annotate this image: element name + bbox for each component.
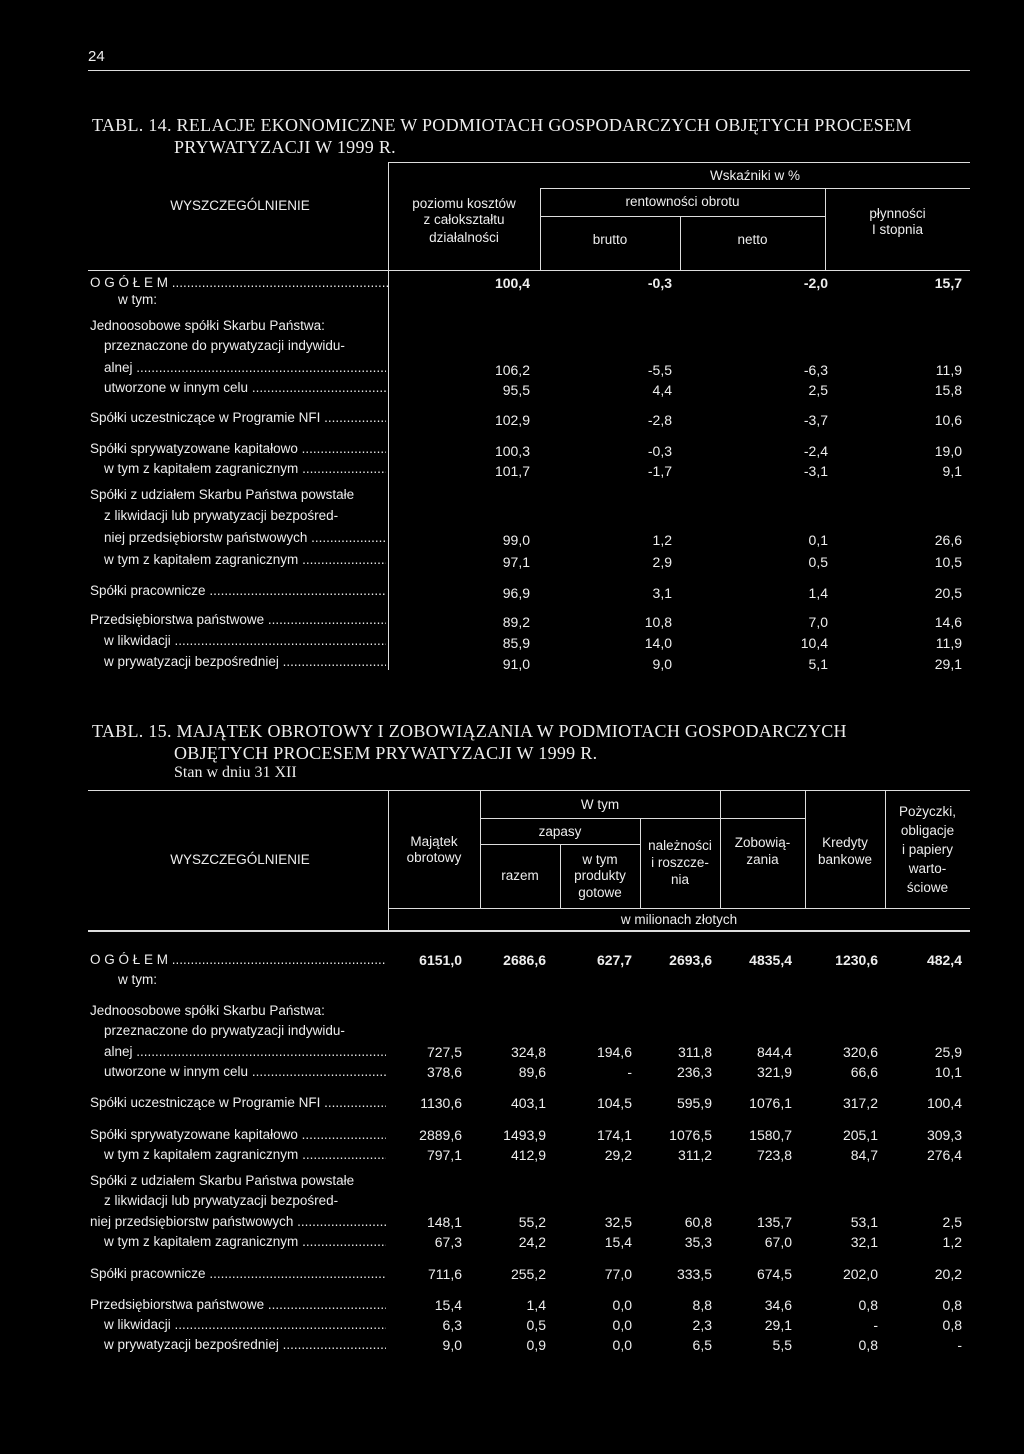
table15-subtitle: Stan w dniu 31 XII	[174, 764, 297, 781]
table15-title-line1: TABL. 15. MAJĄTEK OBROTOWY I ZOBOWIĄZANIA W PODMIOTACH GOSPODARCZYCH	[92, 721, 847, 741]
table15-cell: 711,6	[428, 1266, 462, 1282]
table14-cell: 11,9	[935, 362, 962, 378]
table15-cell: 1580,7	[749, 1127, 792, 1143]
table14-cell: 14,0	[644, 635, 672, 651]
table14-ogolem-label: O G Ó Ł E M .....	[90, 275, 390, 290]
table15-cell: 53,1	[850, 1214, 878, 1230]
table14-row-label: w prywatyzacji bezpośredniej .....	[104, 654, 386, 669]
table14-cell: 3,1	[652, 585, 672, 601]
table15-row-label: Spółki sprywatyzowane kapitałowo .....	[90, 1127, 386, 1142]
table15-header-razem: razem	[501, 868, 539, 883]
table15-cell: 403,1	[510, 1095, 546, 1111]
table14-header-cost-1: poziomu kosztów	[412, 196, 516, 211]
table14-cell: -5,5	[647, 362, 672, 378]
table14-row-label: Spółki sprywatyzowane kapitałowo .....	[90, 441, 386, 456]
table14-row-label: Przedsiębiorstwa państwowe .....	[90, 612, 386, 627]
table15-cell: 55,2	[518, 1214, 546, 1230]
table15-header-poz-4: warto-	[908, 861, 947, 876]
table15-cell: -	[957, 1337, 962, 1353]
table14-cell: -0,3	[647, 443, 672, 459]
table15-cell: 67,3	[434, 1234, 462, 1250]
table14-cell: 29,1	[934, 656, 962, 672]
table15-ogolem-cell: 1230,6	[835, 952, 878, 968]
table14-cell: 0,5	[808, 554, 828, 570]
table15-cell: 84,7	[850, 1147, 878, 1163]
table15-cell: 100,4	[926, 1095, 962, 1111]
table14-cell: 2,9	[652, 554, 672, 570]
table14-row-label: niej przedsiębiorstw państwowych .....	[104, 530, 386, 545]
table15-row-label: Spółki uczestniczące w Programie NFI .....	[90, 1095, 386, 1110]
table15-row-group-label: Jednoosobowe spółki Skarbu Państwa:	[90, 1003, 325, 1018]
table15-title-line2: OBJĘTYCH PROCESEM PRYWATYZACJI W 1999 R.	[174, 743, 598, 763]
table15-cell: 378,6	[426, 1064, 462, 1080]
table15-cell: 32,5	[604, 1214, 632, 1230]
table14-cell: 15,8	[934, 382, 962, 398]
table15-cell: 2,3	[692, 1317, 712, 1333]
table14-cell: 4,4	[652, 382, 672, 398]
table15-cell: 29,2	[604, 1147, 632, 1163]
table14-cell: 1,4	[808, 585, 828, 601]
table14-cell: 97,1	[502, 554, 530, 570]
table14-header-netto: netto	[737, 232, 768, 247]
table14-row-label: w tym z kapitałem zagranicznym .....	[104, 552, 386, 567]
table14-cell: 19,0	[934, 443, 962, 459]
table14-row-label: Spółki pracownicze .....	[90, 583, 386, 598]
table14-body-rule	[388, 270, 389, 670]
table15-cell: 89,6	[518, 1064, 546, 1080]
table15-cell: 24,2	[518, 1234, 546, 1250]
table14-cell: 99,0	[502, 532, 530, 548]
table15-cell: 104,5	[596, 1095, 632, 1111]
table15-cell: 0,0	[612, 1337, 632, 1353]
table14-cell: 2,5	[808, 382, 828, 398]
table14-ogolem-cell: -2,0	[803, 275, 828, 291]
table15-cell: 276,4	[926, 1147, 962, 1163]
table15-cell: 723,8	[756, 1147, 792, 1163]
table15-cell: 595,9	[676, 1095, 712, 1111]
table14-header-liq-2: I stopnia	[871, 222, 924, 237]
table14-cell: 11,9	[935, 635, 962, 651]
table15-header-nal-3: nia	[670, 872, 689, 887]
table14-row-label: w likwidacji .....	[104, 633, 386, 648]
table14-cell: 95,5	[502, 382, 530, 398]
table14-cell: -3,1	[803, 463, 828, 479]
table15-cell: 1,4	[526, 1297, 546, 1313]
table14-cell: 9,0	[652, 656, 672, 672]
table15-cell: 15,4	[604, 1234, 632, 1250]
table15-cell: 412,9	[510, 1147, 546, 1163]
table15-cell: 1076,1	[749, 1095, 792, 1111]
table15-header-zapasy: zapasy	[538, 824, 582, 839]
table14-row-label: alnej .....	[104, 360, 386, 375]
table14-cell: 102,9	[494, 412, 530, 428]
table14-header-cost-3: działalności	[429, 230, 499, 245]
table14-cell: -6,3	[803, 362, 828, 378]
table15-wtym: w tym:	[118, 972, 157, 987]
table15-cell: 0,0	[612, 1317, 632, 1333]
table15-cell: 797,1	[426, 1147, 462, 1163]
table15-cell: -	[873, 1317, 878, 1333]
table14-cell: -1,7	[647, 463, 672, 479]
table15-row-label: utworzone w innym celu .....	[104, 1064, 386, 1079]
table15-cell: 32,1	[850, 1234, 878, 1250]
table15-row-label: w tym z kapitałem zagranicznym .....	[104, 1234, 386, 1249]
table14-cell: -2,8	[647, 412, 672, 428]
top-rule	[88, 70, 970, 71]
table15-cell: 67,0	[764, 1234, 792, 1250]
table15-cell: 0,8	[858, 1297, 878, 1313]
table15-row-label: alnej .....	[104, 1044, 386, 1059]
table15-header-wtym: W tym	[580, 797, 620, 812]
table15-header-unit: w milionach złotych	[620, 912, 738, 927]
table15-cell: 311,2	[678, 1147, 712, 1163]
table15-cell: 15,4	[434, 1297, 462, 1313]
table15-cell: 321,9	[756, 1064, 792, 1080]
table14-cell: 0,1	[808, 532, 828, 548]
table15-cell: 0,8	[858, 1337, 878, 1353]
table15-row-label: Spółki pracownicze .....	[90, 1266, 386, 1281]
table14-header-brutto: brutto	[592, 232, 628, 247]
table14-header-spec: WYSZCZEGÓLNIENIE	[170, 198, 310, 213]
table15-header-nal-1: należności	[648, 838, 712, 853]
table14-cell: 89,2	[502, 614, 530, 630]
table15-ogolem-cell: 482,4	[926, 952, 962, 968]
table14-cell: 100,3	[494, 443, 530, 459]
table14-cell: 26,6	[934, 532, 962, 548]
table15-cell: 25,9	[934, 1044, 962, 1060]
table15-cell: 0,8	[942, 1317, 962, 1333]
table14-row-group-label: Jednoosobowe spółki Skarbu Państwa:	[90, 318, 325, 333]
table14-cell: 1,2	[652, 532, 672, 548]
table14-title-line1: TABL. 14. RELACJE EKONOMICZNE W PODMIOTACH GOSPODARCZYCH OBJĘTYCH PROCESEM	[92, 115, 912, 135]
table15-ogolem-cell: 2693,6	[669, 952, 712, 968]
table15-cell: 66,6	[850, 1064, 878, 1080]
table15-cell: 5,5	[772, 1337, 792, 1353]
table15-header-zob-2: zania	[746, 852, 779, 867]
table15-row-label: Przedsiębiorstwa państwowe .....	[90, 1297, 386, 1312]
table15-cell: -	[627, 1064, 632, 1080]
table15-cell: 148,1	[426, 1214, 462, 1230]
table15-cell: 10,1	[934, 1064, 962, 1080]
table15-cell: 1,2	[942, 1234, 962, 1250]
table15-cell: 311,8	[678, 1044, 712, 1060]
table15-row-label: w likwidacji .....	[104, 1317, 386, 1332]
page-number: 24	[88, 48, 105, 65]
table15-header-poz-1: Pożyczki,	[898, 804, 956, 819]
table15-cell: 255,2	[510, 1266, 546, 1282]
table14-row-label: w tym z kapitałem zagranicznym .....	[104, 461, 386, 476]
table15-cell: 194,6	[596, 1044, 632, 1060]
table15-cell: 8,8	[692, 1297, 712, 1313]
table14-cell: 96,9	[502, 585, 530, 601]
table15-row-group-label: Spółki z udziałem Skarbu Państwa powstałe	[90, 1173, 355, 1188]
table15-header-prod-3: gotowe	[578, 885, 622, 900]
table15-cell: 29,1	[764, 1317, 792, 1333]
table15-cell: 0,9	[526, 1337, 546, 1353]
table14-cell: 10,5	[934, 554, 962, 570]
table15-cell: 135,7	[756, 1214, 792, 1230]
table15-header-prod-1: w tym	[582, 852, 618, 867]
table15-row-label: w tym z kapitałem zagranicznym .....	[104, 1147, 386, 1162]
table15-cell: 9,0	[442, 1337, 462, 1353]
table14-cell: 10,4	[800, 635, 828, 651]
table15-header-kred-1: Kredyty	[822, 835, 868, 850]
table14-row-group-label: Spółki z udziałem Skarbu Państwa powstałe	[90, 487, 355, 502]
table15-header-majatek-1: Majątek	[410, 834, 458, 849]
table14-row-label: utworzone w innym celu .....	[104, 380, 386, 395]
table14-cell: 10,8	[644, 614, 672, 630]
table14-row-group-label: przeznaczone do prywatyzacji indywidu-	[104, 338, 345, 353]
table15-cell: 320,6	[842, 1044, 878, 1060]
table14-header-liq-1: płynności	[869, 206, 926, 221]
table15-row-label: niej przedsiębiorstw państwowych .....	[90, 1214, 386, 1229]
table15-cell: 317,2	[842, 1095, 878, 1111]
table14-cell: 10,6	[934, 412, 962, 428]
table15-cell: 0,5	[526, 1317, 546, 1333]
table15-header-spec: WYSZCZEGÓLNIENIE	[170, 852, 310, 867]
table15-cell: 1130,6	[420, 1095, 462, 1111]
table15-cell: 674,5	[756, 1266, 792, 1282]
table15-cell: 324,8	[510, 1044, 546, 1060]
table15-header-poz-2: obligacje	[900, 823, 955, 838]
table14-title-line2: PRYWATYZACJI W 1999 R.	[174, 137, 396, 157]
table15-row-label: w prywatyzacji bezpośredniej .....	[104, 1337, 386, 1352]
table15-row-group-label: z likwidacji lub prywatyzacji bezpośred-	[104, 1193, 339, 1208]
table15-cell: 333,5	[676, 1266, 712, 1282]
table14-cell: 20,5	[934, 585, 962, 601]
table15-cell: 0,0	[612, 1297, 632, 1313]
table14-wtym: w tym:	[118, 292, 157, 307]
table15-header-nal-2: i roszcze-	[651, 855, 709, 870]
table15-cell: 0,8	[942, 1297, 962, 1313]
table14-header-group: Wskaźniki w %	[709, 168, 800, 183]
table15-cell: 1076,5	[669, 1127, 712, 1143]
table15-cell: 2889,6	[419, 1127, 462, 1143]
table15-cell: 236,3	[676, 1064, 712, 1080]
table14-cell: 5,1	[808, 656, 828, 672]
table15-header-prod-2: produkty	[574, 868, 626, 883]
table14-header-cost-2: z całokształtu	[423, 212, 505, 227]
table14-cell: 9,1	[942, 463, 962, 479]
table14-cell: -3,7	[803, 412, 828, 428]
table15-ogolem-label: O G Ó Ł E M .....	[90, 952, 386, 967]
table15-cell: 34,6	[764, 1297, 792, 1313]
table15-cell: 202,0	[842, 1266, 878, 1282]
table14-cell: 91,0	[502, 656, 530, 672]
table14-ogolem-cell: 100,4	[494, 275, 530, 291]
table15-cell: 35,3	[684, 1234, 712, 1250]
table15-header-majatek-2: obrotowy	[406, 850, 462, 865]
table14-ogolem-cell: -0,3	[647, 275, 672, 291]
table15-cell: 205,1	[842, 1127, 878, 1143]
table14-cell: -2,4	[803, 443, 828, 459]
table14-cell: 101,7	[494, 463, 530, 479]
table15-cell: 77,0	[604, 1266, 632, 1282]
table15-cell: 6,5	[692, 1337, 712, 1353]
table14-cell: 7,0	[808, 614, 828, 630]
table15-cell: 309,3	[926, 1127, 962, 1143]
table15-cell: 844,4	[756, 1044, 792, 1060]
table14-row-label: Spółki uczestniczące w Programie NFI .....	[90, 410, 386, 425]
table15-cell: 60,8	[684, 1214, 712, 1230]
table15-ogolem-cell: 627,7	[596, 952, 632, 968]
table15-header-poz-3: i papiery	[901, 842, 954, 857]
table15-cell: 6,3	[442, 1317, 462, 1333]
table15-cell: 20,2	[934, 1266, 962, 1282]
table15-cell: 1493,9	[503, 1127, 546, 1143]
table15-header-zob-1: Zobowią-	[734, 835, 791, 850]
table15-cell: 727,5	[426, 1044, 462, 1060]
table15-header-poz-5: ściowe	[906, 880, 949, 895]
table15-ogolem-cell: 6151,0	[419, 952, 462, 968]
table15-header-kred-2: bankowe	[817, 852, 873, 867]
table15-ogolem-cell: 4835,4	[749, 952, 792, 968]
table14-header-rent: rentowności obrotu	[625, 194, 740, 209]
table14-row-group-label: z likwidacji lub prywatyzacji bezpośred-	[104, 508, 339, 523]
table15-cell: 2,5	[942, 1214, 962, 1230]
table15-ogolem-cell: 2686,6	[503, 952, 546, 968]
table14-ogolem-cell: 15,7	[934, 275, 962, 291]
table14-cell: 85,9	[502, 635, 530, 651]
table14-cell: 106,2	[494, 362, 530, 378]
table14-cell: 14,6	[934, 614, 962, 630]
table15-row-group-label: przeznaczone do prywatyzacji indywidu-	[104, 1023, 345, 1038]
table15-cell: 174,1	[596, 1127, 632, 1143]
